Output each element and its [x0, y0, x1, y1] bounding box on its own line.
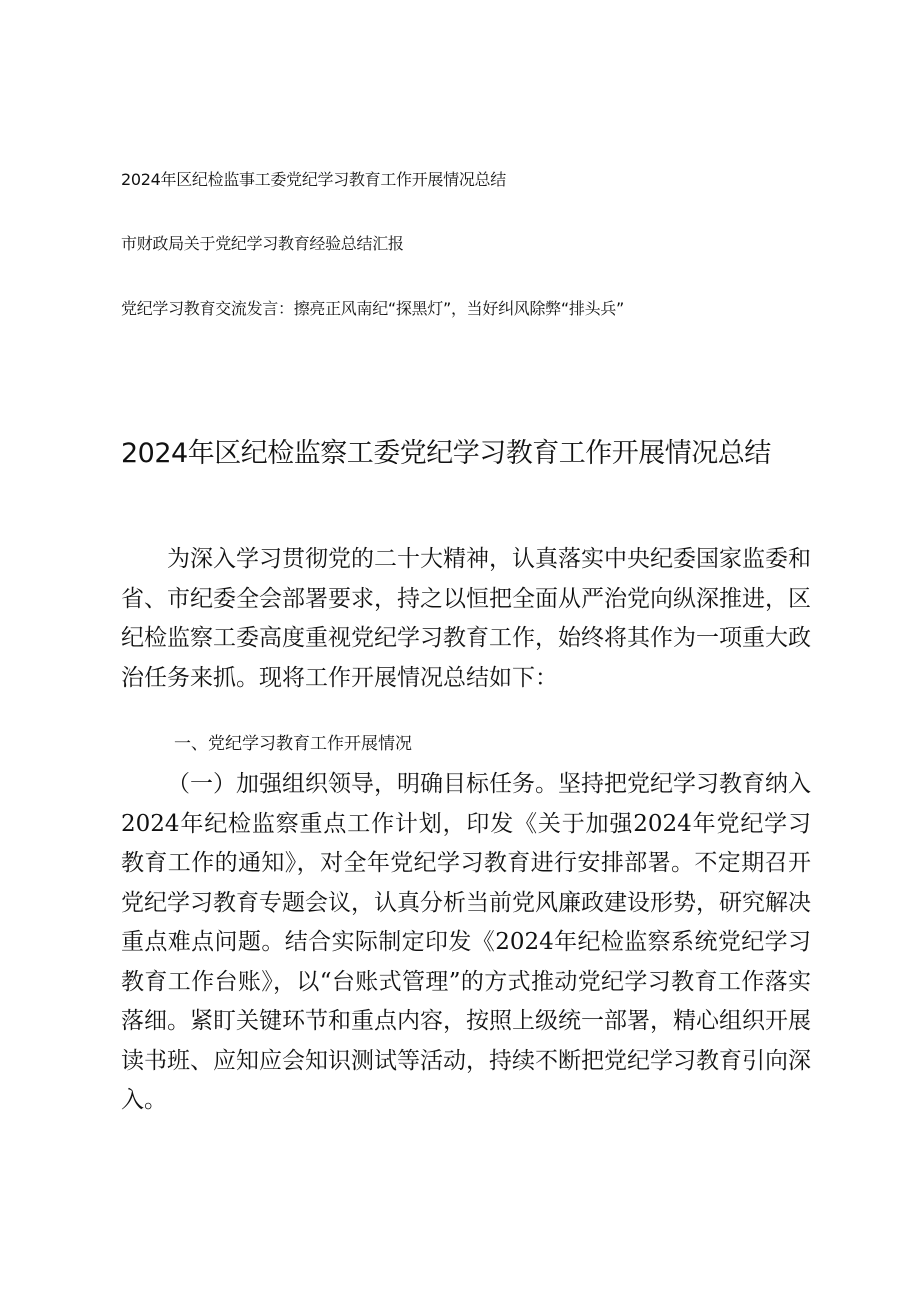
- intro-paragraph: 为深入学习贯彻党的二十大精神，认真落实中央纪委国家监委和省、市纪委全会部署要求，持之以恒把全面从严治党向纵深推进，区纪检监察工委高度重视党纪学习教育工作，始终将其作为一项重大政治任务来抓。现将工作开展情况总结如下：: [121, 546, 811, 691]
- document-title: 2024年区纪检监察工委党纪学习教育工作开展情况总结: [121, 438, 771, 469]
- section-heading: 一、党纪学习教育工作开展情况: [174, 734, 412, 754]
- contents-item-2[interactable]: 市财政局关于党纪学习教育经验总结汇报: [121, 234, 404, 253]
- contents-item-3[interactable]: 党纪学习教育交流发言：擦亮正风南纪“探黑灯”，当好纠风除弊“排头兵”: [121, 299, 624, 318]
- body-paragraph: （一）加强组织领导，明确目标任务。坚持把党纪学习教育纳入2024年纪检监察重点工作计划，印发《关于加强2024年党纪学习教育工作的通知》，对全年党纪学习教育进行安排部署。不定期召开党纪学习教育专题会议，认真分析当前党风廉政建设形势，研究解决重点难点问题。结合实际制定印发《2024年纪检监察系统党纪学习教育工作台账》，以“台账式管理”的方式推动党纪学习教育工作落实落细。紧盯关键环节和重点内容，按照上级统一部署，精心组织开展读书班、应知应会知识测试等活动，持续不断把党纪学习教育引向深入。: [121, 771, 811, 1113]
- contents-item-1[interactable]: 2024年区纪检监事工委党纪学习教育工作开展情况总结: [121, 170, 506, 189]
